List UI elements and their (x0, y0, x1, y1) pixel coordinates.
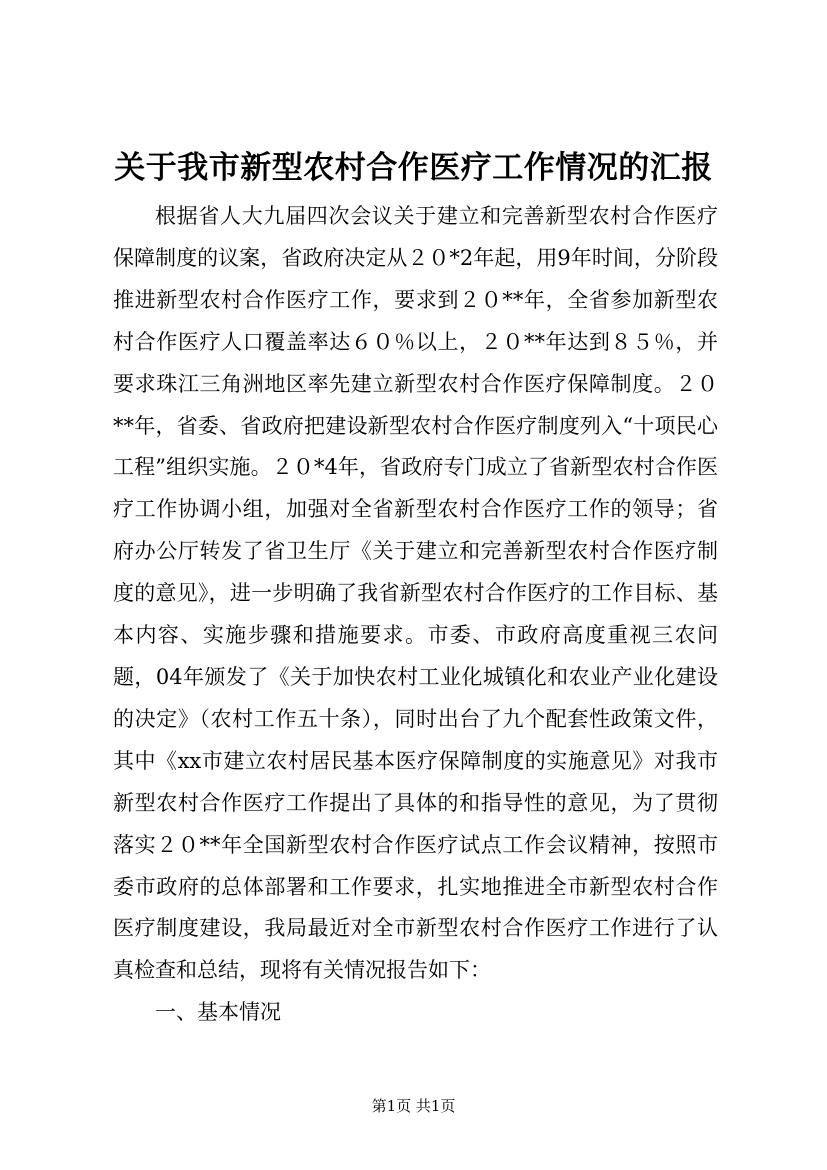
body-paragraph: 根据省人大九届四次会议关于建立和完善新型农村合作医疗保障制度的议案，省政府决定从２０*2年起，用9年时间，分阶段推进新型农村合作医疗工作，要求到２０**年，全省参加新型农村合作医疗人口覆盖率达６０％以上，２０**年达到８５％，并要求珠江三角洲地区率先建立新型农村合作医疗保障制度。２０**年，省委、省政府把建设新型农村合作医疗制度列入“十项民心工程”组织实施。２０*4年，省政府专门成立了省新型农村合作医疗工作协调小组，加强对全省新型农村合作医疗工作的领导；省府办公厅转发了省卫生厅《关于建立和完善新型农村合作医疗制度的意见》，进一步明确了我省新型农村合作医疗的工作目标、基本内容、实施步骤和措施要求。市委、市政府高度重视三农问题，04年颁发了《关于加快农村工业化城镇化和农业产业化建设的决定》（农村工作五十条），同时出台了九个配套性政策文件，其中《xx市建立农村居民基本医疗保障制度的实施意见》对我市新型农村合作医疗工作提出了具体的和指导性的意见，为了贯彻落实２０**年全国新型农村合作医疗试点工作会议精神，按照市委市政府的总体部署和工作要求，扎实地推进全市新型农村合作医疗制度建设，我局最近对全市新型农村合作医疗工作进行了认真检查和总结，现将有关情况报告如下： (113, 204, 718, 983)
section-heading: 一、基本情况 (155, 1000, 281, 1025)
document-title: 关于我市新型农村合作医疗工作情况的汇报 (114, 150, 713, 186)
page-footer: 第1页 共1页 (371, 1097, 456, 1115)
document-body (113, 196, 718, 1034)
